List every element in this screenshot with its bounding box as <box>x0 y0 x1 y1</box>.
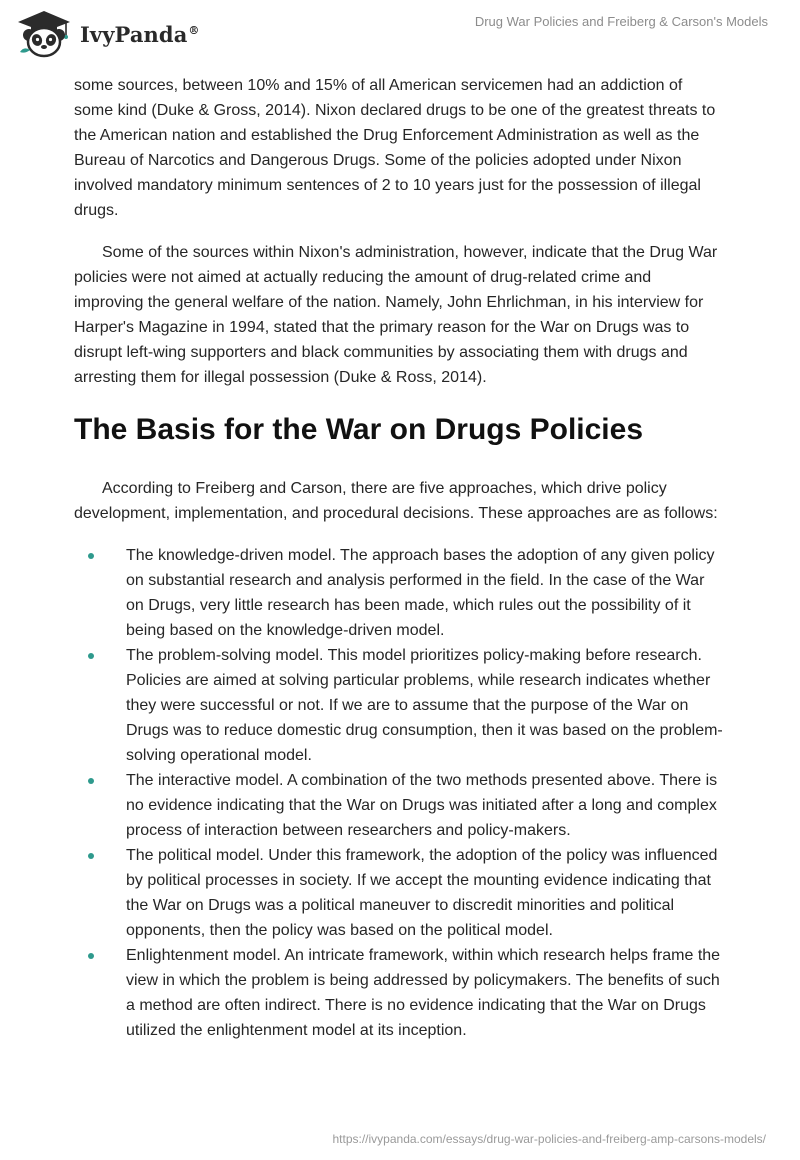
list-item-text: The problem-solving model. This model prioritizes policy-making before research. Policies are aimed at solving particular problems, while research indicates whether they were successful or not. If we are to assume that the purpose of the War on Drugs was to reduce domestic drug consumption, then it was based on the problem-solving operational model. <box>126 647 723 764</box>
bullet-icon <box>88 953 94 959</box>
bullet-icon <box>88 653 94 659</box>
model-list <box>74 543 724 1043</box>
list-item-text: The interactive model. A combination of the two methods presented above. There is no evidence indicating that the War on Drugs was initiated after a long and complex process of interaction between researchers and policy-makers. <box>126 772 718 839</box>
bullet-icon <box>88 853 94 859</box>
bullet-icon <box>88 553 94 559</box>
list-item <box>74 943 724 1043</box>
list-item <box>74 543 724 643</box>
list-item-text: The political model. Under this framework, the adoption of the policy was influenced by political processes in society. If we accept the mounting evidence indicating that the War on Drugs was a political maneuver to discredit minorities and political opponents, then the policy was based on the political model. <box>126 847 718 939</box>
paragraph: some sources, between 10% and 15% of all American servicemen had an addiction of some kind (Duke & Gross, 2014). Nixon declared drugs to be one of the greatest threats to the American nation and established the Drug Enforcement Administration as well as the Bureau of Narcotics and Dangerous Drugs. Some of the policies adopted under Nixon involved mandatory minimum sentences of 2 to 10 years just for the possession of illegal drugs. <box>74 77 716 219</box>
bullet-icon <box>88 778 94 784</box>
list-item-text: Enlightenment model. An intricate framework, within which research helps frame the view in which the problem is being addressed by policymakers. The benefits of such a method are often indirect. There is no evidence indicating that the War on Drugs utilized the enlightenment model at its inception. <box>126 947 721 1039</box>
section-intro: According to Freiberg and Carson, there are five approaches, which drive policy development, implementation, and procedural decisions. These approaches are as follows: <box>74 480 718 522</box>
paragraph: Some of the sources within Nixon's administration, however, indicate that the Drug War policies were not aimed at actually reducing the amount of drug-related crime and improving the general welfare of the nation. Namely, John Ehrlichman, in his interview for Harper's Magazine in 1994, stated that the primary reason for the War on Drugs was to disrupt left-wing supporters and black communities by associating them with drugs and arresting them for illegal possession (Duke & Ross, 2014). <box>74 244 718 386</box>
brand-name: IvyPanda® <box>80 21 200 47</box>
brand-logo-link[interactable] <box>14 8 200 60</box>
list-item-text: The knowledge-driven model. The approach bases the adoption of any given policy on substantial research and analysis performed in the field. In the case of the War on Drugs, very little research has been made, which rules out the possibility of it being based on the knowledge-driven model. <box>126 547 715 639</box>
section-heading: The Basis for the War on Drugs Policies <box>74 413 644 446</box>
panda-graduate-icon <box>14 8 74 60</box>
list-item <box>74 768 724 843</box>
page-header <box>0 0 800 70</box>
document-title: Drug War Policies and Freiberg & Carson's Models <box>474 14 768 29</box>
source-url-link[interactable]: https://ivypanda.com/essays/drug-war-policies-and-freiberg-amp-carsons-models/ <box>332 1132 766 1146</box>
list-item <box>74 643 724 768</box>
article-body <box>74 73 724 1043</box>
list-item <box>74 843 724 943</box>
